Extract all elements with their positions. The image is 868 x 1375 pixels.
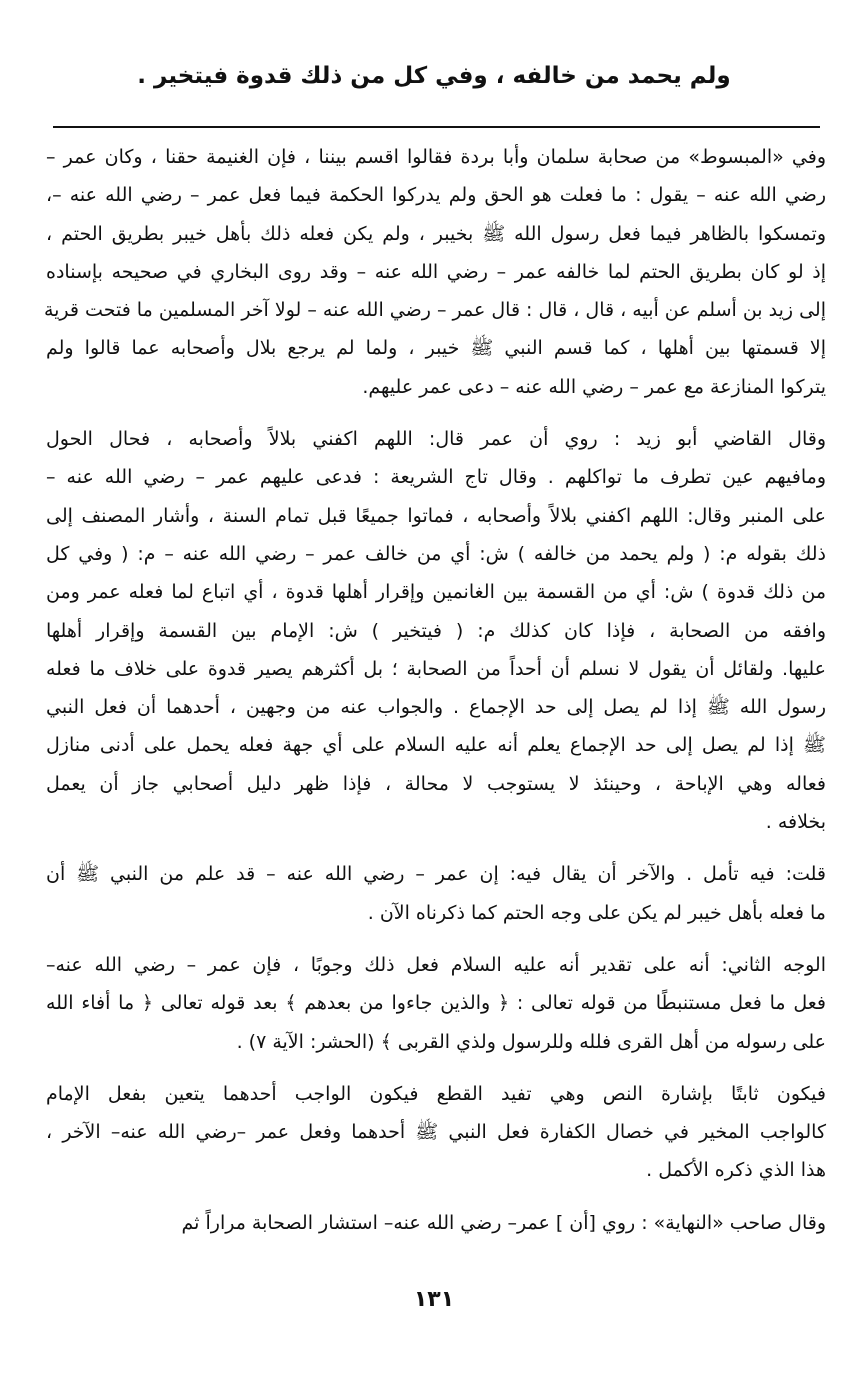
text-line: الوجه الثاني: أنه على تقدير أنه عليه السلام فعل ذلك وجوبًا ، فإن عمر – رضي الله عنه– (46, 953, 826, 976)
text-line: فعاله وهي الإباحة ، وحينئذ لا يستوجب لا محالة ، فإذا ظهر دليل أصحابي جاز أن يعمل (46, 772, 826, 795)
text-line: يتركوا المنازعة مع عمر – رضي الله عنه – دعى عمر عليهم. (362, 375, 826, 398)
commentary-paragraph (46, 1204, 826, 1242)
text-line: رضي الله عنه – يقول : ما فعلت هو الحق ولم يدركوا الحكمة فيما فعل عمر – رضي الله عنه –، (46, 184, 826, 207)
commentary-body (43, 138, 826, 1256)
text-line: هذا الذي ذكره الأكمل . (646, 1159, 826, 1182)
text-line: كالواجب المخير في خصال الكفارة فعل النبي ﷺ أحدهما وفعل عمر –رضي الله عنه– الآخر ، (46, 1121, 826, 1144)
text-line: وفي «المبسوط» من صحابة سلمان وأبا بردة فقالوا اقسم بيننا ، فإن الغنيمة حقنا ، وكان عمر – (46, 146, 826, 168)
text-line: إلى زيد بن أسلم عن أبيه ، قال ، قال : قال عمر – رضي الله عنه – لولا آخر المسلمين ما فتحت قرية (43, 299, 826, 322)
page-number: ١٣١ (413, 1287, 455, 1312)
text-line: وافقه من الصحابة ، فإذا كان كذلك م: ( فيتخير ) ش: الإمام بين القسمة وإقرار أهلها (46, 619, 826, 642)
commentary-paragraph (46, 1075, 826, 1190)
text-line: إلا قسمتها بين أهلها ، كما قسم النبي ﷺ خيبر ، ولما لم يرجع بلال وأصحابه عما قالوا ولم (46, 337, 826, 360)
text-line: ذلك بقوله م: ( ولم يحمد من خالفه ) ش: أي من خالف عمر – رضي الله عنه – م: ( وفي كل (46, 542, 826, 565)
commentary-paragraph (46, 420, 826, 841)
text-line: بخلافه . (765, 811, 826, 834)
text-line: وتمسكوا بالظاهر فيما فعل رسول الله ﷺ بخيبر ، ولم يكن فعله ذلك بأهل خيبر بطريق الحتم ، (46, 222, 826, 245)
text-line: فيكون ثابتًا بإشارة النص وهي تفيد القطع فيكون الواجب أحدهما يتعين بفعل الإمام (46, 1082, 826, 1105)
commentary-paragraph (46, 855, 826, 932)
text-line: رسول الله ﷺ إذا لم يصل إلى حد الإجماع . والجواب عنه من وجهين ، أحدهما أن فعل النبي (46, 696, 826, 719)
text-line: ما فعله بأهل خيبر لم يكن على وجه الحتم كما ذكرناه الآن . (367, 901, 826, 924)
text-line: عليها. ولقائل أن يقول لا نسلم أن أحداً من الصحابة ؛ بل أكثرهم يصير قدوة على خلاف ما فعله (46, 657, 826, 680)
matn-text: ولم يحمد من خالفه ، وفي كل من ذلك قدوة فيتخير . (137, 63, 731, 89)
commentary-paragraph (46, 946, 826, 1061)
text-line: إذ لو كان بطريق الحتم لما خالفه عمر – رضي الله عنه – وقد روى البخاري في صحيحه بإسناده (46, 260, 826, 283)
commentary-paragraph (43, 138, 826, 406)
separator-rule (53, 126, 820, 128)
text-line: وقال القاضي أبو زيد : روي أن عمر قال: اللهم اكفني بلالاً وأصحابه ، فحال الحول (46, 428, 826, 451)
text-line: من ذلك قدوة ) ش: أي من القسمة بين الغانمين وإقرار أهلها قدوة ، أي اتباع لما فعله عمر ومن (46, 581, 826, 604)
text-line: ﷺ إذا لم يصل إلى حد الإجماع يعلم أنه عليه السلام على أي جهة فعله يحمل على أدنى منازل (46, 734, 826, 757)
text-line: وقال صاحب «النهاية» : روي [أن ] عمر– رضي الله عنه– استشار الصحابة مراراً ثم (181, 1211, 826, 1234)
text-line: على رسوله من أهل القرى فلله وللرسول ولذي القربى ﴾ (الحشر: الآية ٧) . (236, 1030, 826, 1053)
text-line: قلت: فيه تأمل . والآخر أن يقال فيه: إن عمر – رضي الله عنه – قد علم من النبي ﷺ أن (46, 863, 826, 886)
text-line: على المنبر وقال: اللهم اكفني بلالاً وأصحابه ، فماتوا جميعًا قبل تمام السنة ، وأشار المصنف إلى (46, 504, 826, 527)
text-line: فعل ما فعل مستنبطًا من قوله تعالى : ﴿ والذين جاءوا من بعدهم ﴾ بعد قوله تعالى ﴿ ما أفاء الله (46, 992, 826, 1015)
text-line: ومافيهم عين تطرف ما تواكلهم . وقال تاج الشريعة : فدعى عليهم عمر – رضي الله عنه – (46, 466, 826, 489)
